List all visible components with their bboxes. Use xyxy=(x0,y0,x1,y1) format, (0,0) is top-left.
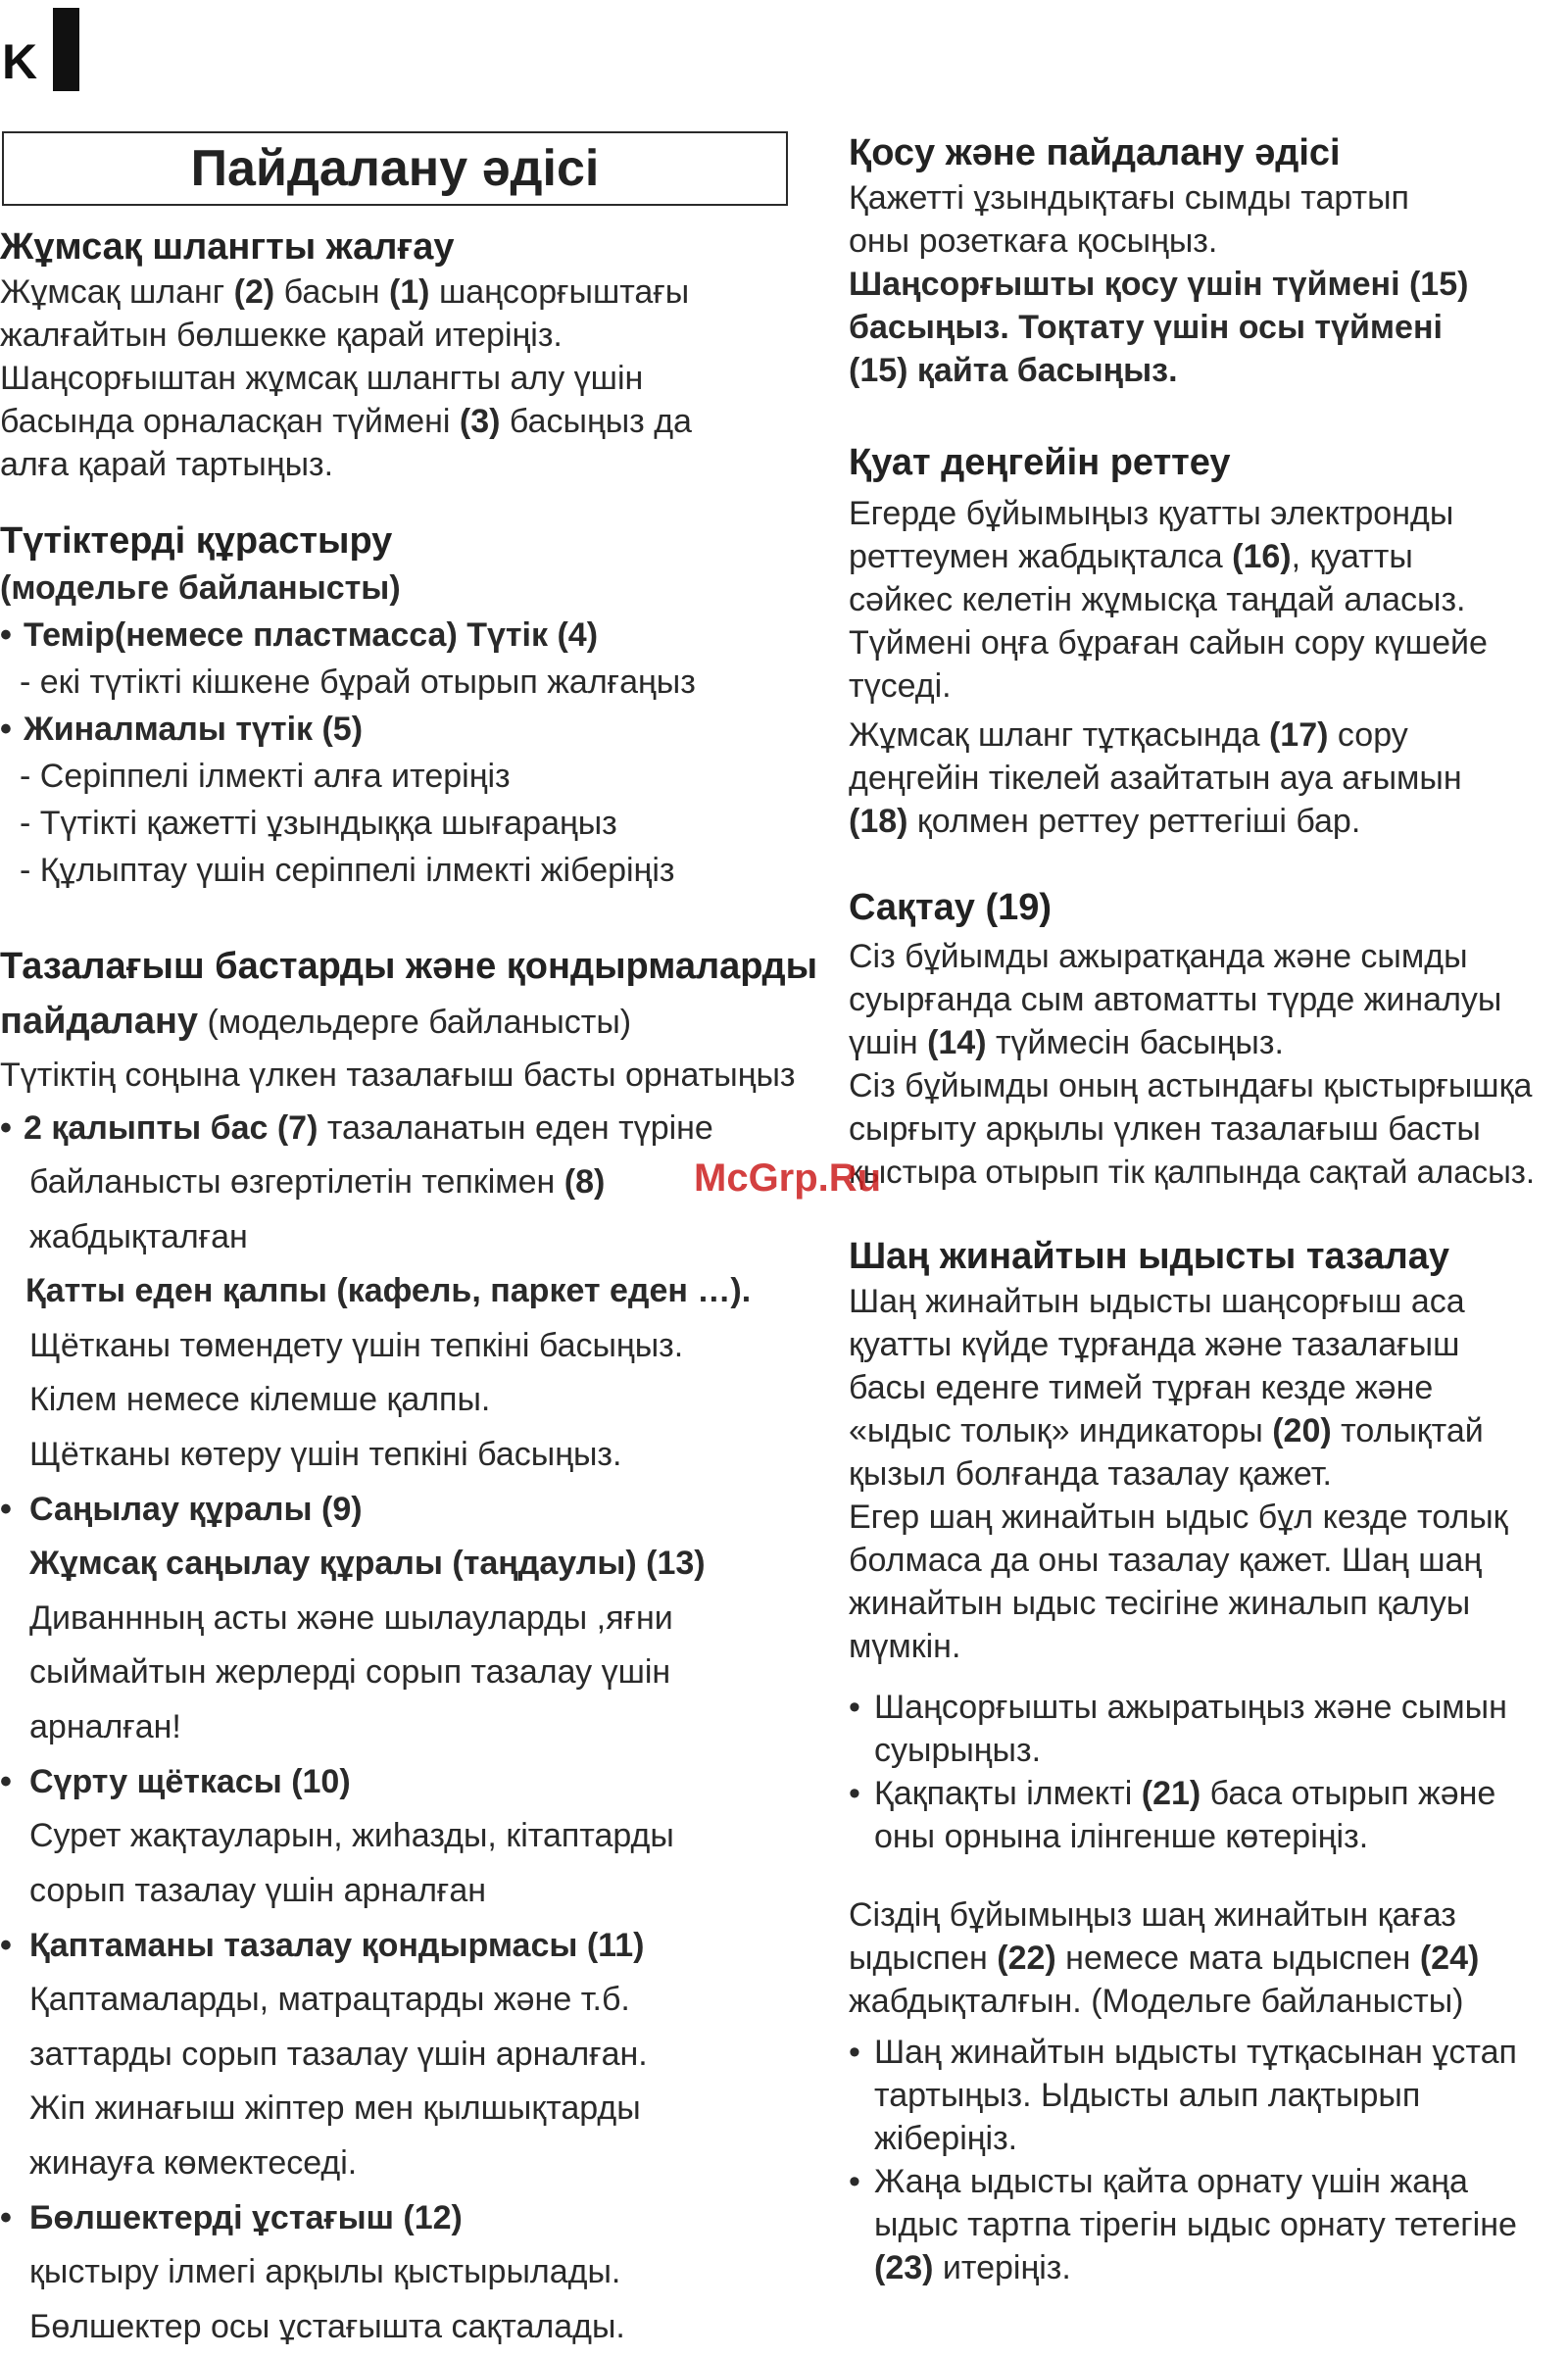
section-heading: Қуат деңгейін реттеу xyxy=(849,442,1231,483)
section-heading: Тазалағыш бастарды және қондырмаларды xyxy=(0,946,818,987)
intro-line: Түтіктің соңына үлкен тазалағыш басты орнатыңыз xyxy=(0,1056,796,1094)
section-storage: Сақтау (19) Сіз бұйымды ажыратқанда және сымды суырғанда сым автоматты түрде жиналуы үшін (14) түймесін басыңыз. Сіз бұйымды оның астындағы қыстырғышқа сырғыту арқылы үлкен тазалағыш басты қыстыра отырып тік қалпында сақтай аласыз. xyxy=(849,884,1568,1194)
section-dust-container: Шаң жинайтын ыдысты тазалау Шаң жинайтын ыдысты шаңсорғыш аса қуатты күйде тұрғанда және тазалағыш басы еденге тимей тұрған кезде және «ыдыс толық» индикаторы (20) толықтай қызыл болғанда тазалау қажет. Егер шаң жинайтын ыдыс бұл кезде толық болмаса да оны тазалау қажет. Шаң шаң жинайтын ыдыс тесігіне жиналып қалуы мүмкін. • Шаңсорғышты ажыратыңыз және сымын суырыңыз. • Қақпақты ілмекті (21) баса отырып және оны орнына ілінгенше көтеріңіз. xyxy=(849,1233,1568,1858)
list-item: • Жаңа ыдысты қайта орнату үшін жаңа ыдыс тартпа тірегін ыдыс орнату тетегіне (23) итеріңіз. xyxy=(849,2163,1517,2286)
list-item: • Шаңсорғышты ажыратыңыз және сымын суырыңыз. xyxy=(849,1689,1507,1769)
text-line: Шаңсорғыштан жұмсақ шлангты алу үшін xyxy=(0,360,644,397)
page-title: Пайдалану әдісі xyxy=(2,131,788,206)
language-letter: K xyxy=(2,34,38,89)
text-line: алға қарай тартыңыз. xyxy=(0,446,334,483)
section-dust-bag: Сіздің бұйымыңыз шаң жинайтын қағаз ыдыспен (22) немесе мата ыдыспен (24) жабдықталғын. (Модельге байланысты) • Шаң жинайтын ыдысты тұтқасынан ұстап тартыңыз. Ыдысты алып лақтырып жіберіңіз. • Жаңа ыдысты қайта орнату үшін жаңа ыдыс тартпа тірегін ыдыс орнату тетегіне (23) итеріңіз. xyxy=(849,1893,1568,2289)
section-connect-hose xyxy=(0,223,833,486)
section-heading: Шаң жинайтын ыдысты тазалау xyxy=(849,1236,1450,1277)
list-item: • Шаң жинайтын ыдысты тұтқасынан ұстап тартыңыз. Ыдысты алып лақтырып жіберіңіз. xyxy=(849,2034,1517,2157)
section-heading: Түтіктерді құрастыру xyxy=(0,520,393,562)
list-item: • Қақпақты ілмекті (21) баса отырып және оны орнына ілінгенше көтеріңіз. xyxy=(849,1775,1496,1855)
language-marker xyxy=(0,8,88,89)
section-heading: Жұмсақ шлангты жалғау xyxy=(0,226,455,268)
section-switch-on: Қосу және пайдалану әдісі Қажетті ұзындықтағы сымды тартып оны розеткаға қосыңыз. Шаңсорғышты қосу үшін түймені (15) басыңыз. Тоқтату үшін осы түймені (15) қайта басыңыз. xyxy=(849,129,1568,392)
text-line: басында орналасқан түймені (3) басыңыз да xyxy=(0,403,692,440)
list-item: • 2 қалыпты бас (7) тазаланатын еден түріне байланысты өзгертілетін тепкімен (8) жабдықталған Қатты еден қалпы (кафель, паркет еден …). Щётканы төмендету үшін тепкіні басыңыз. Кілем немесе кілемше қалпы. Щётканы көтеру үшін тепкіні басыңыз. xyxy=(0,1109,752,1473)
section-heading: Сақтау (19) xyxy=(849,887,1053,928)
watermark: McGrp.Ru xyxy=(694,1156,882,1200)
list-item: • Саңылау құралы (9) Жұмсақ саңылау құралы (таңдаулы) (13) Диваннның асты және шылауларды ,яғни сыймайтын жерлерді сорып тазалау үшін арналған! xyxy=(0,1491,706,1745)
list-item: • Темір(немесе пластмасса) Түтік (4) xyxy=(0,616,599,654)
list-item: • Қаптаманы тазалау қондырмасы (11) Қаптамаларды, матрацтарды және т.б. заттарды сорып тазалау үшін арналған. Жіп жинағыш жіптер мен қылшықтарды жинауға көмектеседі. xyxy=(0,1927,648,2182)
section-subheading: (модельге байланысты) xyxy=(0,569,401,607)
list-detail: - Құлыптау үшін серіппелі ілмекті жіберіңіз xyxy=(20,852,675,889)
list-detail: - Түтікті қажетті ұзындыққа шығараңыз xyxy=(20,805,617,842)
list-item: • Сүрту щёткасы (10) Сурет жақтауларын, жиһазды, кітаптарды сорып тазалау үшін арналған xyxy=(0,1763,674,1909)
section-heading-cont: пайдалану (модельдерге байланысты) xyxy=(0,1001,632,1042)
text-line: жалғайтын бөлшекке қарай итеріңіз. xyxy=(0,317,563,354)
list-detail: - Серіппелі ілмекті алға итеріңіз xyxy=(20,758,511,795)
list-item: • Бөлшектерді ұстағыш (12) қыстыру ілмегі арқылы қыстырылады. Бөлшектер осы ұстағышта сақталады. xyxy=(0,2199,625,2345)
list-detail: - екі түтікті кішкене бұрай отырып жалғаңыз xyxy=(20,663,696,701)
section-attachments xyxy=(0,939,833,2354)
language-bar xyxy=(53,8,79,91)
list-item: • Жиналмалы түтік (5) xyxy=(0,711,364,748)
section-heading: Қосу және пайдалану әдісі xyxy=(849,132,1341,173)
section-power-level: Қуат деңгейін реттеу Егерде бұйымыңыз қуатты электронды реттеумен жабдықталса (16), қуатты сәйкес келетін жұмысқа таңдай аласыз. Түймені оңға бұраған сайын сору күшейе түседі. Жұмсақ шланг тұтқасында (17) сору деңгейін тікелей азайтатын ауа ағымын (18) қолмен реттеу реттегіші бар. xyxy=(849,439,1568,843)
text-line: Жұмсақ шланг (2) басын (1) шаңсорғыштағы xyxy=(0,273,690,311)
section-tube-assembly xyxy=(0,517,833,894)
